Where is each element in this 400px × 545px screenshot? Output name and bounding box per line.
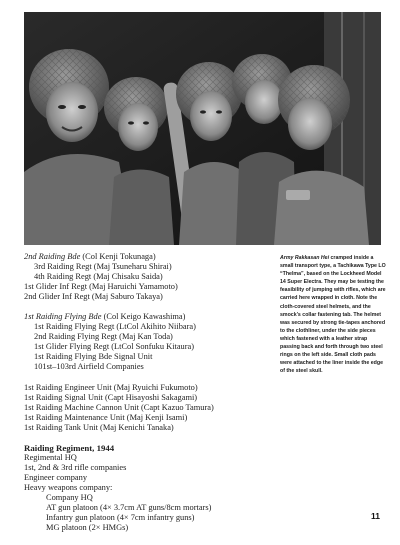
orbat-line: MG platoon (2× HMGs) — [46, 523, 129, 533]
orbat-line: 1st Raiding Maintenance Unit (Maj Kenji Isami) — [24, 412, 188, 422]
orbat-line: 4th Raiding Regt (Maj Chisaku Saida) — [34, 272, 163, 282]
orbat-line: Engineer company — [24, 472, 88, 482]
regiment-heading: Raiding Regiment, 1944 — [24, 442, 115, 453]
orbat-line: AT gun platoon (4× 3.7cm AT guns/8cm mortars) — [46, 503, 212, 513]
orbat-line: 2nd Raiding Flying Regt (Maj Kan Toda) — [34, 332, 173, 342]
orbat-line: 3rd Raiding Regt (Maj Tsuneharu Shirai) — [34, 262, 172, 272]
caption-text: cramped inside a small transport type, a Tachikawa Type LO “Thelma”, based on the Lockheed Model 14 Super Electra. They may be testing the feasibility of jumping with rifles, which are carried here wrapped in cloth. Note the cloth-covered steel helmets, and the smock’s collar fastening tab. The helmet was secured by strong tie-tapes anchored to the clothliner, under the side pieces which fastened with a leather strap passing back and forth through two steel rings on the left side. Small cloth pads were attached to the liner inside the edge of the steel skull. — [280, 255, 386, 375]
orbat-line: 1st Glider Flying Regt (LtCol Sonfuku Kitaura) — [34, 342, 195, 352]
orbat-line: 101st–103rd Airfield Companies — [34, 362, 144, 372]
page-number: 11 — [371, 511, 380, 521]
orbat-line: Heavy weapons company: — [24, 482, 113, 492]
orbat-line: 1st Raiding Signal Unit (Capt Hisayoshi Sakagami) — [24, 392, 198, 402]
paratroopers-photograph — [24, 12, 381, 245]
brigade-heading: 2nd Raiding Bde (Col Kenji Tokunaga) — [24, 252, 156, 261]
orbat-line: 1st, 2nd & 3rd rifle companies — [24, 462, 127, 472]
orbat-line: 1st Raiding Flying Bde Signal Unit — [34, 352, 153, 362]
order-of-battle-text — [24, 252, 264, 533]
orbat-line: 1st Glider Inf Regt (Maj Haruichi Yamamoto) — [24, 282, 178, 292]
orbat-line: Regimental HQ — [24, 452, 77, 462]
orbat-line: 1st Raiding Flying Regt (LtCol Akihito Niibara) — [34, 322, 196, 332]
orbat-line: 1st Raiding Engineer Unit (Maj Ryuichi Fukumoto) — [24, 382, 198, 392]
flying-brigade-heading: 1st Raiding Flying Bde (Col Keigo Kawashima) — [24, 312, 186, 322]
orbat-line: 1st Raiding Machine Cannon Unit (Capt Kazuo Tamura) — [24, 402, 214, 412]
photo-caption — [280, 254, 386, 375]
orbat-line: 2nd Glider Inf Regt (Maj Saburo Takaya) — [24, 292, 163, 302]
orbat-line: 1st Raiding Tank Unit (Maj Kenichi Tanaka) — [24, 422, 174, 432]
orbat-line: Company HQ — [46, 492, 93, 502]
orbat-line: Infantry gun platoon (4× 7cm infantry guns) — [46, 513, 195, 523]
caption-lead: Army Rakkasan Hei — [280, 255, 330, 261]
